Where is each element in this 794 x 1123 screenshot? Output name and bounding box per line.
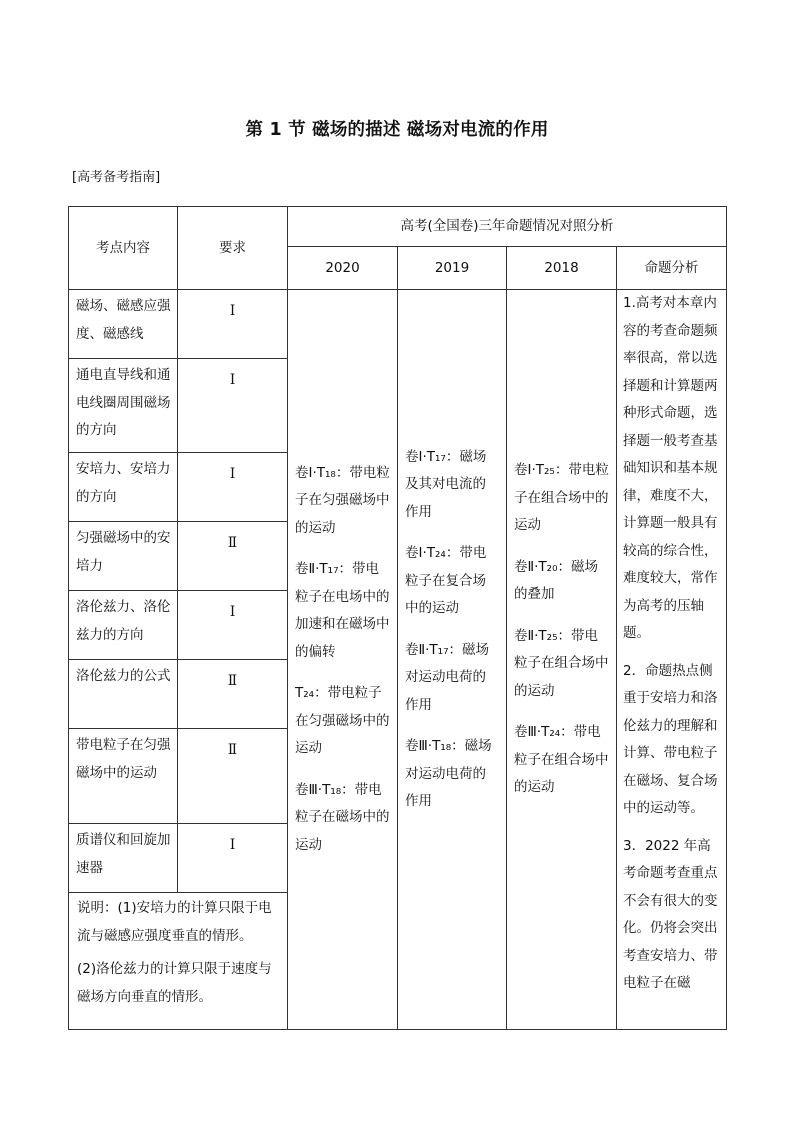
header-commentary: 命题分析 <box>617 247 727 290</box>
requirement-cell: Ⅰ <box>178 591 288 660</box>
year-2019-cell <box>398 290 507 1030</box>
topic-cell: 匀强磁场中的安培力 <box>69 522 178 591</box>
year-2020-cell <box>288 290 398 1030</box>
header-topic: 考点内容 <box>69 207 178 290</box>
header-analysis: 高考(全国卷)三年命题情况对照分析 <box>288 207 727 247</box>
commentary-para: 1.高考对本章内容的考查命题频率很高，常以选择题和计算题两种形式命题，选择题一般考查基础知识和基本规律，难度不大，计算题一般具有较高的综合性，难度较大，常作为高考的压轴题。 <box>623 295 718 641</box>
requirement-cell: Ⅱ <box>178 729 288 824</box>
guide-label: [高考备考指南] <box>72 170 161 185</box>
note-1: 说明：(1)安培力的计算只限于电流与磁感应强度垂直的情形。 <box>77 900 272 944</box>
item-2018: 卷Ⅲ·T₂₄：带电粒子在组合场中的运动 <box>514 724 609 796</box>
exam-analysis-table <box>68 206 727 1030</box>
note-cell <box>69 893 288 1030</box>
requirement-cell: Ⅰ <box>178 824 288 893</box>
item-2018: 卷Ⅱ·T₂₀：磁场的叠加 <box>514 558 599 603</box>
item-2020: 卷Ⅱ·T₁₇：带电粒子在电场中的加速和在磁场中的偏转 <box>295 561 390 660</box>
item-2019: 卷Ⅰ·T₂₄：带电粒子在复合场中的运动 <box>405 545 487 616</box>
commentary-para: 3．2022 年高考命题考查重点不会有很大的变化。仍将会突出考查安培力、带电粒子在磁 <box>623 837 718 991</box>
commentary-para: 2．命题热点侧重于安培力和洛伦兹力的理解和计算、带电粒子在磁场、复合场中的运动等。 <box>623 662 718 816</box>
topic-cell: 安培力、安培力的方向 <box>69 453 178 522</box>
requirement-cell: Ⅱ <box>178 660 288 729</box>
requirement-cell: Ⅱ <box>178 522 288 591</box>
header-requirement: 要求 <box>178 207 288 290</box>
header-year-2019: 2019 <box>398 247 507 290</box>
item-2020: 卷Ⅲ·T₁₈：带电粒子在磁场中的运动 <box>295 781 390 853</box>
item-2018: 卷Ⅰ·T₂₅：带电粒子在组合场中的运动 <box>514 462 609 534</box>
page-title: 第 1 节 磁场的描述 磁场对电流的作用 <box>245 120 549 140</box>
item-2019: 卷Ⅰ·T₁₇：磁场及其对电流的作用 <box>405 448 487 520</box>
topic-cell: 质谱仪和回旋加速器 <box>69 824 178 893</box>
year-2018-cell <box>507 290 617 1030</box>
requirement-cell: Ⅰ <box>178 453 288 522</box>
requirement-cell: Ⅰ <box>178 359 288 453</box>
item-2020: 卷Ⅰ·T₁₈：带电粒子在匀强磁场中的运动 <box>295 464 390 536</box>
item-2019: 卷Ⅲ·T₁₈：磁场对运动电荷的作用 <box>405 738 492 809</box>
header-year-2020: 2020 <box>288 247 398 290</box>
item-2019: 卷Ⅱ·T₁₇：磁场对运动电荷的作用 <box>405 641 490 713</box>
topic-cell: 带电粒子在匀强磁场中的运动 <box>69 729 178 824</box>
topic-cell: 磁场、磁感应强度、磁感线 <box>69 290 178 359</box>
commentary-cell <box>617 290 727 1030</box>
header-year-2018: 2018 <box>507 247 617 290</box>
topic-cell: 通电直导线和通电线圈周围磁场的方向 <box>69 359 178 453</box>
note-2: (2)洛伦兹力的计算只限于速度与磁场方向垂直的情形。 <box>77 961 272 1005</box>
requirement-cell: Ⅰ <box>178 290 288 359</box>
item-2018: 卷Ⅱ·T₂₅：带电粒子在组合场中的运动 <box>514 627 609 699</box>
item-2020: T₂₄：带电粒子在匀强磁场中的运动 <box>295 685 390 757</box>
topic-cell: 洛伦兹力、洛伦兹力的方向 <box>69 591 178 660</box>
topic-cell: 洛伦兹力的公式 <box>69 660 178 729</box>
